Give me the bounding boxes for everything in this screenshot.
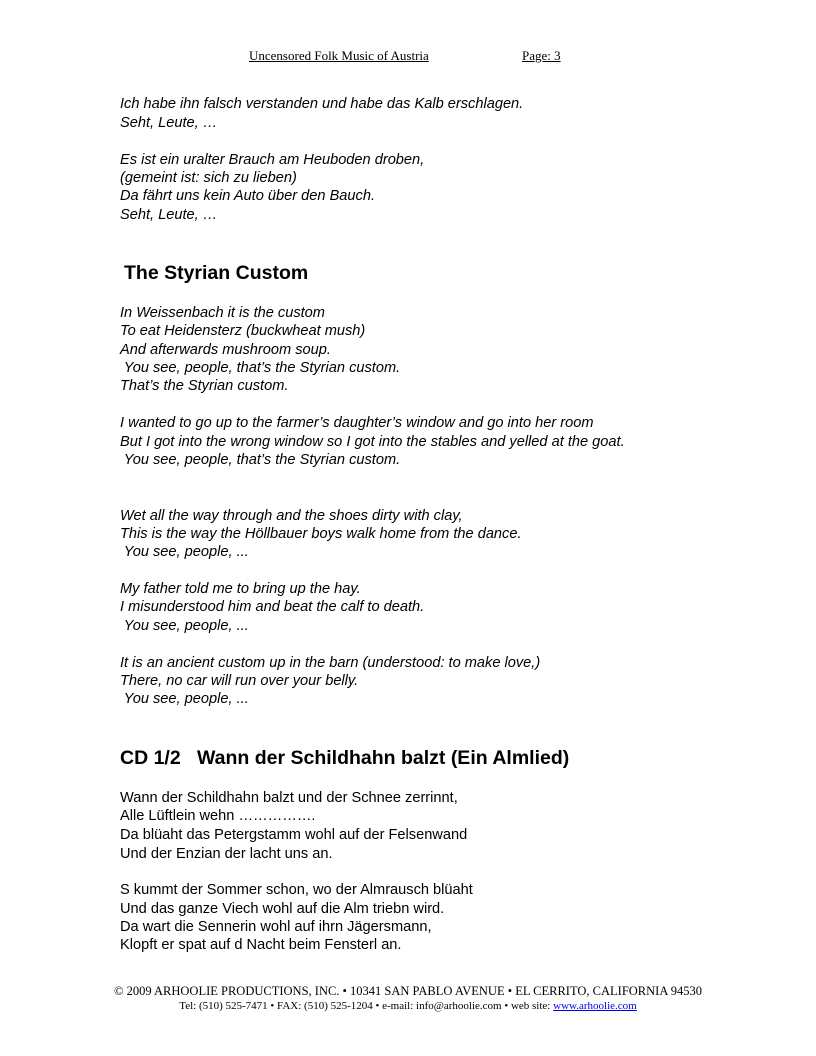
verse-line: This is the way the Höllbauer boys walk home from the dance. [120,526,522,542]
verse-line: Klopft er spat auf d Nacht beim Fensterl an. [120,937,402,953]
verse-line: Da blüaht das Petergstamm wohl auf der Felsenwand [120,827,468,843]
footer-contact [0,1000,816,1012]
verse-line: You see, people, ... [120,544,249,560]
verse-line: Seht, Leute, … [120,207,218,223]
verse-line: My father told me to bring up the hay. [120,581,361,597]
verse-line: You see, people, ... [120,691,249,707]
verse-line: I wanted to go up to the farmer’s daughter’s window and go into her room [120,415,594,431]
verse-line: In Weissenbach it is the custom [120,305,325,321]
verse-line: Es ist ein uralter Brauch am Heuboden droben, [120,152,425,168]
verse-line: It is an ancient custom up in the barn (understood: to make love,) [120,655,541,671]
verse-line: Da fährt uns kein Auto über den Bauch. [120,188,376,204]
verse-line: You see, people, ... [120,618,249,634]
verse-line: Wet all the way through and the shoes dirty with clay, [120,508,463,524]
verse-line: That’s the Styrian custom. [120,378,289,394]
document-title: Uncensored Folk Music of Austria [249,48,429,63]
verse-line: Alle Lüftlein wehn ……………. [120,808,316,824]
page-header [0,48,816,66]
footer-address: © 2009 ARHOOLIE PRODUCTIONS, INC. • 10341 SAN PABLO AVENUE • EL CERRITO, CALIFORNIA 94530 [113,984,703,998]
verse-line: Da wart die Sennerin wohl auf ihrn Jägersmann, [120,919,432,935]
verse-line: Seht, Leute, … [120,115,218,131]
footer-contact-text: Tel: (510) 525-7471 • FAX: (510) 525-1204 • e-mail: info@arhoolie.com • web site: [179,1000,554,1012]
verse-line: Ich habe ihn falsch verstanden und habe das Kalb erschlagen. [120,96,524,112]
page-number: Page: 3 [522,48,561,63]
website-link[interactable]: www.arhoolie.com [553,1000,637,1012]
verse-line: S kummt der Sommer schon, wo der Almrausch blüaht [120,882,473,898]
section-heading-cd: CD 1/2 Wann der Schildhahn balzt (Ein Almlied) [120,747,570,769]
verse-line: Und der Enzian der lacht uns an. [120,846,333,862]
verse-line: There, no car will run over your belly. [120,673,359,689]
verse-line: But I got into the wrong window so I got into the stables and yelled at the goat. [120,434,625,450]
verse-line: To eat Heidensterz (buckwheat mush) [120,323,366,339]
verse-line: You see, people, that’s the Styrian custom. [120,452,401,468]
verse-line: (gemeint ist: sich zu lieben) [120,170,297,186]
verse-line: Und das ganze Viech wohl auf die Alm triebn wird. [120,901,445,917]
verse-line: You see, people, that’s the Styrian custom. [120,360,401,376]
verse-line: I misunderstood him and beat the calf to death. [120,599,425,615]
section-heading-styrian: The Styrian Custom [124,262,309,284]
verse-line: Wann der Schildhahn balzt und der Schnee zerrinnt, [120,790,458,806]
verse-line: And afterwards mushroom soup. [120,342,331,358]
